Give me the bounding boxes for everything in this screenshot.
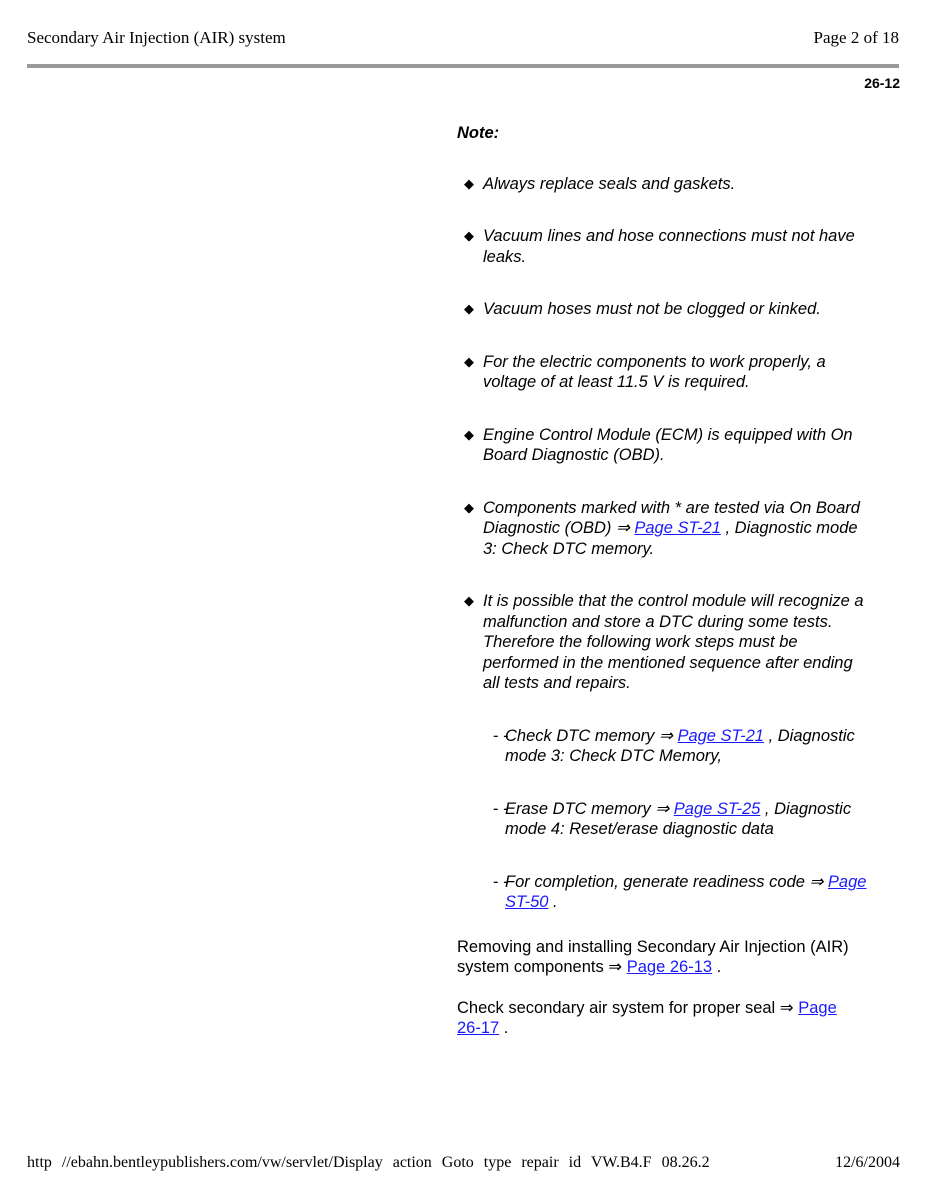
footer-url: http //ebahn.bentleypublishers.com/vw/servlet/Display action Goto type repair id VW.B4.F 08.26.2	[27, 1154, 710, 1171]
header-divider	[27, 64, 899, 68]
diamond-bullet-icon: ◆	[464, 593, 474, 608]
work-steps-list	[457, 726, 887, 913]
paragraph-check-seal: Check secondary air system for proper seal ⇒ Page 26-17 .	[457, 998, 837, 1037]
section-number: 26-12	[864, 75, 900, 91]
work-step: - - For completion, generate readiness code ⇒ Page ST-50 .	[493, 872, 867, 911]
note-item: ◆ Vacuum lines and hose connections must not have leaks.	[464, 227, 855, 266]
note-item: ◆ Components marked with * are tested via On Board Diagnostic (OBD) ⇒ Page ST-21 , Diagnostic mode 3: Check DTC memory.	[464, 498, 860, 558]
footer-date: 12/6/2004	[835, 1154, 900, 1171]
document-title: Secondary Air Injection (AIR) system	[27, 28, 286, 47]
work-step: - - Erase DTC memory ⇒ Page ST-25 , Diagnostic mode 4: Reset/erase diagnostic data	[493, 799, 852, 838]
link-page-st-21[interactable]: Page ST-21	[634, 519, 721, 537]
note-item: ◆ Engine Control Module (ECM) is equipped with On Board Diagnostic (OBD).	[464, 425, 853, 464]
note-item: ◆ Always replace seals and gaskets.	[464, 174, 736, 193]
link-page-st-21[interactable]: Page ST-21	[677, 726, 764, 745]
dash-marker: - -	[493, 872, 509, 891]
link-page-26-13[interactable]: Page 26-13	[626, 958, 713, 976]
note-list	[457, 174, 887, 694]
link-page-26-17[interactable]: Page 26-17	[457, 998, 837, 1037]
link-page-st-25[interactable]: Page ST-25	[673, 799, 761, 818]
diamond-bullet-icon: ◆	[464, 426, 474, 442]
note-item: ◆ For the electric components to work properly, a voltage of at least 11.5 V is required.	[464, 352, 826, 391]
note-heading: Note:	[457, 124, 500, 142]
page-footer	[27, 1154, 900, 1172]
page-indicator: Page 2 of 18	[813, 28, 899, 47]
diamond-bullet-icon: ◆	[464, 353, 474, 369]
diamond-bullet-icon: ◆	[464, 499, 474, 515]
link-page-st-50[interactable]: Page ST-50	[505, 872, 867, 911]
work-step: - - Check DTC memory ⇒ Page ST-21 , Diagnostic mode 3: Check DTC Memory,	[493, 726, 855, 765]
paragraph-removing-installing: Removing and installing Secondary Air Injection (AIR) system components ⇒ Page 26-13 .	[457, 937, 849, 976]
diamond-bullet-icon: ◆	[464, 301, 474, 316]
note-item: ◆ Vacuum hoses must not be clogged or kinked.	[464, 300, 821, 318]
main-content	[457, 123, 887, 1059]
dash-marker: - -	[493, 799, 509, 818]
diamond-bullet-icon: ◆	[464, 175, 474, 191]
note-item: ◆ It is possible that the control module will recognize a malfunction and store a DTC during some tests. Therefore the following work steps must be performed in the mentioned sequence after ending all tests and repairs.	[464, 592, 864, 692]
dash-marker: - -	[493, 726, 509, 745]
diamond-bullet-icon: ◆	[464, 228, 474, 243]
